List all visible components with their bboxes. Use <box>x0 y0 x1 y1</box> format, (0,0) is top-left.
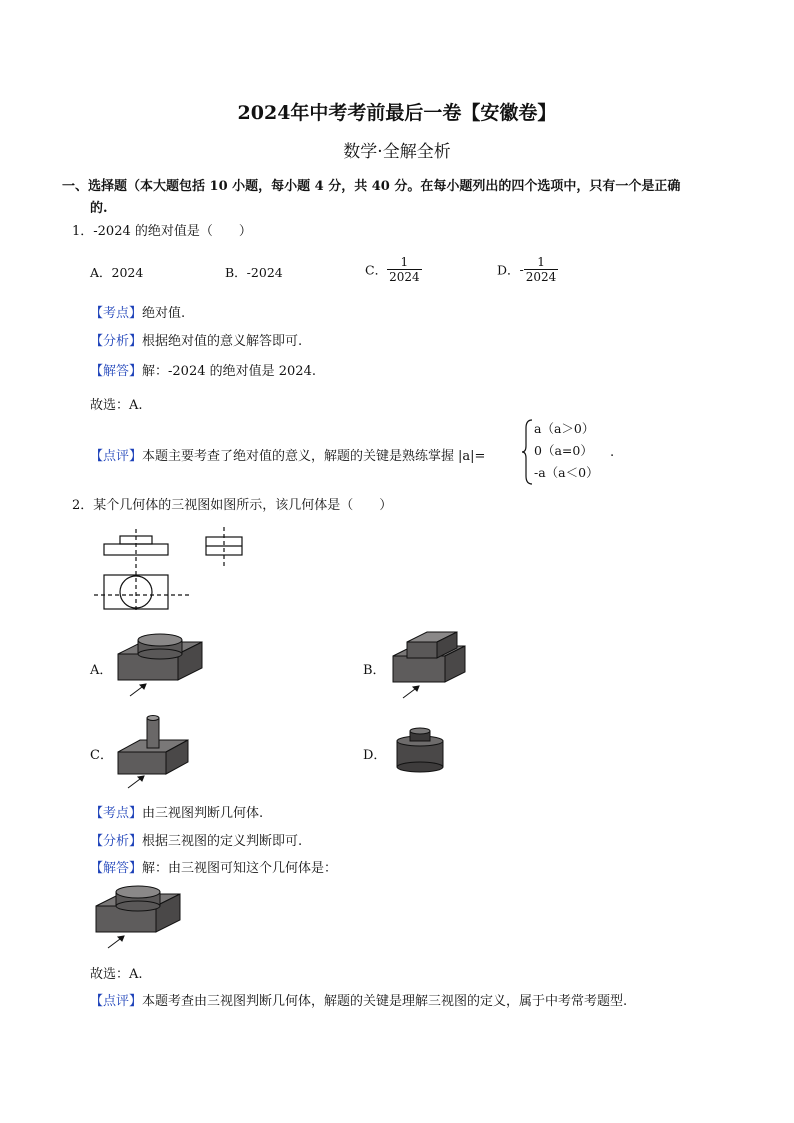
dianping-text: 本题考查由三视图判断几何体，解题的关键是理解三视图的定义，属于中考常考题型. <box>142 994 628 1009</box>
case-negative: -a（a＜0） <box>534 465 599 480</box>
fraction-numerator: 1 <box>524 255 559 270</box>
q1-option-c-fraction <box>387 255 422 284</box>
dianping-tag: 【点评】 <box>90 449 143 464</box>
cases-block <box>534 418 599 484</box>
abs-expression: |a|= <box>458 449 486 464</box>
page-subtitle: 数学·全解全析 <box>343 142 451 162</box>
section-heading: 一、选择题（本大题包括 10 小题，每小题 4 分，共 40 分。在每小题列出的四个选项中，只有一个是正确 <box>62 179 681 194</box>
q1-option-d-sign: - <box>519 262 524 277</box>
q2-option-a-label: A． <box>90 663 113 678</box>
solid-c-image <box>110 712 210 792</box>
q2-kaodian <box>90 802 263 821</box>
fenxi-text: 根据绝对值的意义解答即可. <box>142 334 303 349</box>
fenxi-tag: 【分析】 <box>90 334 143 349</box>
q2-option-d-label: D． <box>363 748 387 763</box>
three-view-side <box>200 525 250 573</box>
solid-d-image <box>393 727 453 775</box>
case-zero: 0（a=0） <box>534 443 593 458</box>
page-title: 2024年中考考前最后一卷【安徽卷】 <box>237 102 557 124</box>
q1-option-d-label: D． <box>497 262 520 278</box>
jieda-tag: 【解答】 <box>90 364 143 379</box>
q1-option-d-fraction <box>524 255 559 284</box>
fraction-denominator: 2024 <box>389 270 420 284</box>
q1-dianping <box>90 445 485 464</box>
q2-choice: 故选：A. <box>90 967 143 982</box>
kaodian-tag: 【考点】 <box>90 806 143 821</box>
fraction-numerator: 1 <box>387 255 422 270</box>
fenxi-text: 根据三视图的定义判断即可. <box>142 834 303 849</box>
answer-solid-image <box>88 882 188 952</box>
q1-option-d <box>497 255 558 284</box>
kaodian-tag: 【考点】 <box>90 306 143 321</box>
q2-dianping <box>90 990 627 1009</box>
three-view-front-top <box>90 525 200 615</box>
question-2-stem: 2．某个几何体的三视图如图所示，该几何体是（ ） <box>72 498 393 513</box>
dianping-text: 本题主要考查了绝对值的意义，解题的关键是熟练掌握 <box>142 449 455 464</box>
q1-option-b: B．-2024 <box>225 265 283 280</box>
solid-b-image <box>385 630 485 700</box>
q2-option-c-label: C． <box>90 748 113 763</box>
q2-option-b-label: B． <box>363 663 386 678</box>
q1-choice: 故选：A. <box>90 398 143 413</box>
q2-fenxi <box>90 830 302 849</box>
q1-jieda <box>90 360 316 379</box>
question-1-stem: 1．-2024 的绝对值是（ ） <box>72 224 252 239</box>
q1-option-a: A．2024 <box>90 265 144 280</box>
q1-fenxi <box>90 330 302 349</box>
kaodian-text: 由三视图判断几何体. <box>142 806 264 821</box>
q1-option-c <box>365 255 422 284</box>
jieda-text: 解：-2024 的绝对值是 2024. <box>142 364 316 379</box>
q2-jieda <box>90 857 337 876</box>
cases-brace <box>522 418 534 486</box>
case-positive: a（a＞0） <box>534 421 595 436</box>
section-heading-cont: 的. <box>90 201 108 216</box>
q1-end-period: . <box>610 445 615 460</box>
dianping-tag: 【点评】 <box>90 994 143 1009</box>
fraction-denominator: 2024 <box>525 270 557 284</box>
solid-a-image <box>110 630 210 700</box>
jieda-tag: 【解答】 <box>90 861 143 876</box>
kaodian-text: 绝对值. <box>142 306 186 321</box>
jieda-text: 解：由三视图可知这个几何体是： <box>142 861 338 876</box>
q1-option-c-label: C． <box>365 262 388 278</box>
fenxi-tag: 【分析】 <box>90 834 143 849</box>
q1-kaodian <box>90 302 185 321</box>
